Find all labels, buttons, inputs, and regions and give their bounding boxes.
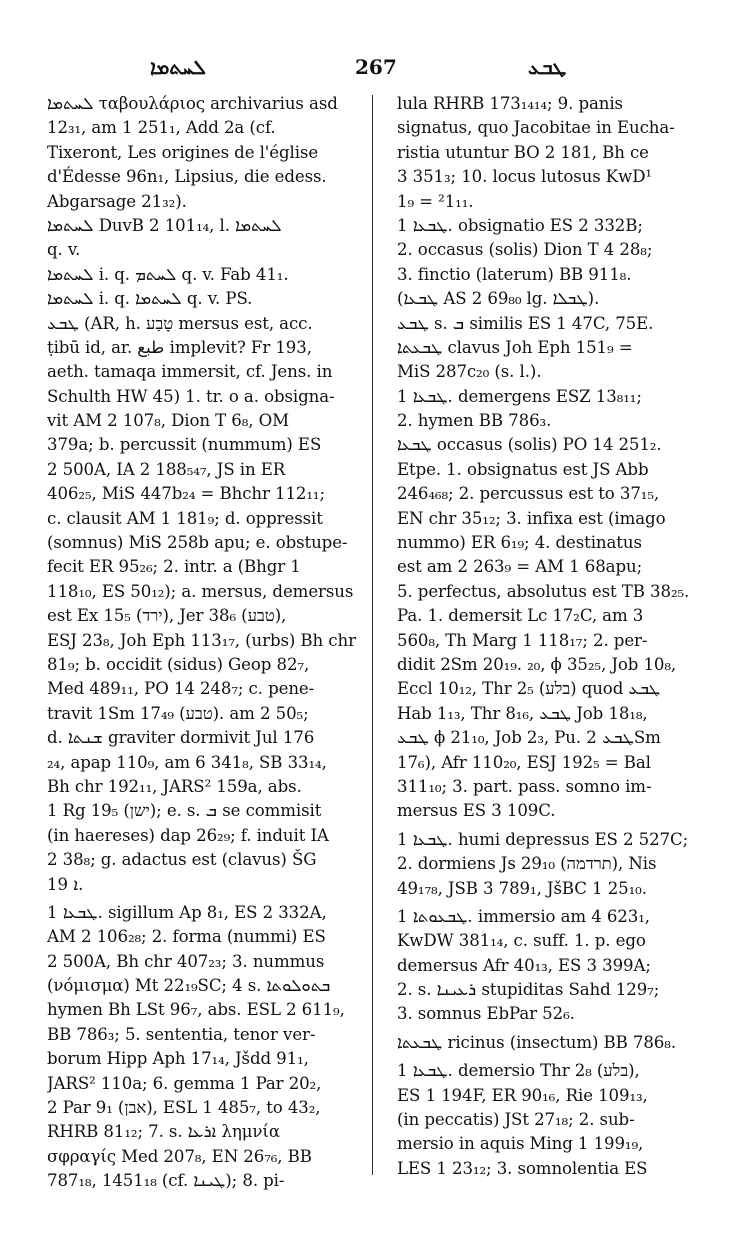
- text-line: ܛܒܥܐ 1. humi depressus ES 2 527C;: [397, 829, 689, 849]
- text-line: 12₃₁, am 1 251₁, Add 2a (cf.: [47, 118, 276, 138]
- text-line: ܛܒܥܐ 1. obsignatio ES 2 332B;: [397, 215, 643, 235]
- text-line: 3 351₃; 10. locus lutosus KwD¹: [397, 167, 652, 187]
- text-line: vit AM 2 107₈, Dion T 6₈, OM: [47, 411, 290, 431]
- text-line: borum Hipp Aph 17₁₄, Jšdd 91₁,: [47, 1049, 309, 1069]
- text-line: ܠܚܬܡܐ i. q. ܠܚܬܡܐ q. v. PS.: [47, 289, 253, 309]
- text-line: 3. finctio (laterum) BB 911₈.: [397, 264, 632, 284]
- text-line: Abgarsage 21₃₂).: [47, 191, 187, 211]
- text-line: ܛܒܥ s. ܒ similis ES 1 47C, 75E.: [397, 313, 654, 333]
- text-line: 17₆), Afr 110₂₀, ESJ 192₅ = Bal: [397, 752, 651, 772]
- text-line: 560₈, Th Marg 1 118₁₇; 2. per-: [397, 630, 648, 650]
- text-line: 2 500A, IA 2 188₅₄₇, JS in ER: [47, 459, 286, 479]
- text-line: d'Édesse 96n₁, Lipsius, die edess.: [47, 167, 327, 187]
- text-line: signatus, quo Jacobitae in Eucha-: [397, 118, 675, 138]
- text-line: ܠܚܬܡܐ i. q. ܠܚܬܡ q. v. Fab 41₁.: [47, 264, 289, 284]
- text-line: ܐ 19.: [47, 874, 84, 894]
- text-line: (in peccatis) JSt 27₁₈; 2. sub-: [397, 1110, 635, 1130]
- text-line: lula RHRB 173₁₄₁₄; 9. panis: [397, 94, 623, 113]
- text-line: Eccl 10₁₂, Thr 2₅ (בלע) quod ܛܒܥ: [397, 679, 661, 699]
- text-line: ܛܒܥ (AR, h. טָבַע mersus est, acc.: [47, 313, 313, 333]
- text-line: (somnus) MiS 258b apu; e. obstupe-: [47, 533, 348, 553]
- text-line: AM 2 106₂₈; 2. forma (nummi) ES: [47, 927, 326, 947]
- text-line: 3. somnus EbPar 52₆.: [397, 1004, 575, 1024]
- text-line: travit 1Sm 17₄₉ (טבע). am 2 50₅;: [47, 703, 309, 723]
- text-line: ܛܒܥܐ 1. sigillum Ap 8₁, ES 2 332A,: [47, 902, 327, 922]
- text-line: 406₂₅, MiS 447b₂₄ = Bhchr 112₁₁;: [47, 484, 325, 504]
- text-line: ܛܒܥܐ 1. demersio Thr 2₈ (בלע),: [397, 1061, 640, 1081]
- text-line: ܛܒܥܐ occasus (solis) PO 14 251₂.: [397, 435, 662, 455]
- text-line: est Ex 15₅ (ירד), Jer 38₆ (טבע),: [47, 606, 287, 626]
- page-number: 267: [355, 55, 397, 79]
- text-line: 49₁₇₈, JSB 3 789₁, JšBC 1 25₁₀.: [397, 878, 647, 898]
- right-running-headword: ܛܒܥ: [528, 55, 567, 79]
- text-line: (νόμισμα) Mt 22₁₉SC; 4 s. ܒܬܘܠܘܬܐ: [47, 976, 331, 996]
- text-line: ESJ 23₈, Joh Eph 113₁₇, (urbs) Bh chr: [47, 630, 356, 650]
- text-line: c. clausit AM 1 181₉; d. oppressit: [47, 508, 323, 528]
- text-line: ristia utuntur BO 2 181, Bh ce: [397, 142, 649, 162]
- text-line: RHRB 81₁₂; 7. s. ܐܪܥܐ λημνία: [47, 1122, 280, 1142]
- text-line: 2. s. ܪܥܝܢܐ stupiditas Sahd 129₇;: [397, 980, 660, 1000]
- text-line: ܠܚܬܡܐ DuvB 2 101₁₄, l. ܠܚܬܡܐ: [47, 215, 282, 235]
- text-line: 2 38₈; g. adactus est (clavus) ŠG: [47, 850, 317, 870]
- text-line: 2 500A, Bh chr 407₂₃; 3. nummus: [47, 951, 325, 971]
- text-line: est am 2 263₉ = AM 1 68apu;: [397, 557, 643, 577]
- text-line: fecit ER 95₂₆; 2. intr. a (Bhgr 1: [47, 557, 301, 577]
- text-line: EN chr 35₁₂; 3. infixa est (imago: [397, 508, 666, 528]
- text-line: 118₁₀, ES 50₁₂); a. mersus, demersus: [47, 581, 354, 601]
- text-line: 1 Rg 19₅ (ישן); e. s. ܒ se commisit: [47, 801, 322, 821]
- text-line: 5. perfectus, absolutus est TB 38₂₅.: [397, 581, 690, 601]
- left-running-headword: ܠܚܬܡܐ: [150, 55, 206, 79]
- text-line: Etpe. 1. obsignatus est JS Abb: [397, 459, 649, 479]
- text-line: BB 786₃; 5. sententia, tenor ver-: [47, 1024, 316, 1044]
- page-header: [0, 55, 750, 85]
- text-line: ܠܚܬܡܐ ταβουλάριος archivarius asd: [47, 94, 338, 113]
- text-line: hymen Bh LSt 96₇, abs. ESL 2 611₉,: [47, 1000, 345, 1020]
- text-line: didit 2Sm 20₁₉. ₂₀, ϕ 35₂₅, Job 10₈,: [397, 654, 677, 674]
- left-column: [47, 92, 373, 1194]
- text-line: JARS² 110a; 6. gemma 1 Par 20₂,: [47, 1073, 322, 1093]
- text-line: ₂₄, apap 110₉, am 6 341₈, SB 33₁₄,: [47, 752, 327, 772]
- text-line: 787₁₈, 1451₁₈ (cf. ܛܝܢܐ); 8. pi-: [47, 1171, 285, 1191]
- text-line: aeth. tamaqa immersit, cf. Jens. in: [47, 362, 333, 382]
- text-line: (ܛܒܥܐ AS 2 69₈₀ lg. ܛܒܠܐ).: [397, 289, 600, 309]
- text-line: (in haereses) dap 26₂₉; f. induit IA: [47, 825, 329, 845]
- text-line: q. v.: [47, 240, 81, 260]
- text-line: ṭibū id, ar. طبع implevit? Fr 193,: [47, 337, 312, 357]
- text-line: KwDW 381₁₄, c. suff. 1. p. ego: [397, 931, 646, 951]
- text-line: mersio in aquis Ming 1 199₁₉,: [397, 1134, 644, 1154]
- text-line: ܛܒܥ ϕ 21₁₀, Job 2₃, Pu. ܛܒܥ 2Sm: [397, 728, 661, 748]
- text-line: ܛܒܥܬܐ clavus Joh Eph 151₉ =: [397, 337, 633, 357]
- text-line: 2. occasus (solis) Dion T 4 28₈;: [397, 240, 653, 260]
- text-line: Tixeront, Les origines de l'église: [47, 142, 319, 162]
- text-line: Pa. 1. demersit Lc 17₂C, am 3: [397, 606, 644, 626]
- text-line: Bh chr 192₁₁, JARS² 159a, abs.: [47, 776, 302, 796]
- text-line: 81₉; b. occidit (sidus) Geop 82₇,: [47, 654, 310, 674]
- text-line: 2 Par 9₁ (אבן), ESL 1 485₇, to 43₂,: [47, 1098, 321, 1118]
- text-line: nummo) ER 6₁₉; 4. destinatus: [397, 533, 642, 553]
- text-line: ܛܒܥܐ 1. demergens ESZ 13₈₁₁;: [397, 386, 642, 406]
- text-line: Med 489₁₁, PO 14 248₇; c. pene-: [47, 679, 315, 699]
- text-line: ES 1 194F, ER 90₁₆, Rie 109₁₃,: [397, 1085, 648, 1105]
- text-line: ܛܒܥܬܐ ricinus (insectum) BB 786₈.: [397, 1032, 676, 1052]
- text-line: MiS 287c₂₀ (s. l.).: [397, 362, 542, 382]
- text-line: 1₉ = ²1₁₁.: [397, 191, 474, 211]
- column-divider: [372, 95, 373, 1175]
- text-line: 311₁₀; 3. part. pass. somno im-: [397, 776, 652, 796]
- text-line: 2. hymen BB 786₃.: [397, 411, 552, 431]
- text-line: LES 1 23₁₂; 3. somnolentia ES: [397, 1158, 648, 1178]
- text-line: d. ܫܢܬܐ graviter dormivit Jul 176: [47, 728, 315, 748]
- text-line: Hab 1₁₃, Thr 8₁₆, ܛܒܥ Job 18₁₈,: [397, 703, 648, 723]
- text-line: demersus Afr 40₁₃, ES 3 399A;: [397, 955, 651, 975]
- text-line: ܛܒܥܘܬܐ 1. immersio am 4 623₁,: [397, 906, 650, 926]
- text-line: σφραγίς Med 207₈, EN 26₇₆, BB: [47, 1146, 312, 1166]
- text-line: mersus ES 3 109C.: [397, 801, 556, 821]
- text-line: 246₄₆₈; 2. percussus est to 37₁₅,: [397, 484, 660, 504]
- text-line: 379a; b. percussit (nummum) ES: [47, 435, 322, 455]
- text-line: Schulth HW 45) 1. tr. o a. obsigna-: [47, 386, 335, 406]
- right-column: [397, 92, 723, 1181]
- text-line: 2. dormiens Js 29₁₀ (תרדמה), Nis: [397, 854, 657, 874]
